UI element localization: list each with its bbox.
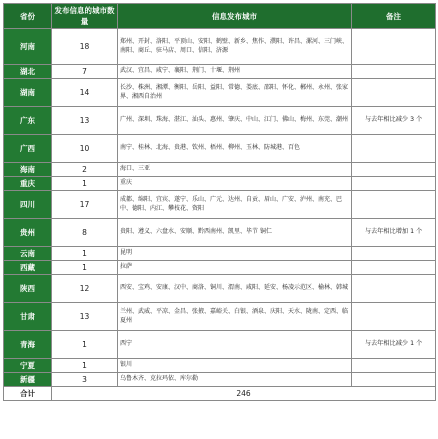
header-province: 省份 — [4, 4, 52, 29]
note-cell — [352, 261, 436, 275]
city-count-cell: 14 — [52, 79, 118, 107]
cities-cell: 拉萨 — [118, 261, 352, 275]
table-row — [4, 163, 436, 177]
note-cell — [352, 163, 436, 177]
cities-cell: 成都、绵阳、宜宾、遂宁、乐山、广元、达州、自贡、眉山、广安、泸州、南充、巴中、德阳、内江、攀枝花、资阳 — [118, 191, 352, 219]
province-cell: 四川 — [4, 191, 52, 219]
province-cell: 新疆 — [4, 373, 52, 387]
note-cell: 与去年相比增加 1 个 — [352, 219, 436, 247]
city-info-table-container — [3, 3, 435, 435]
table-row — [4, 247, 436, 261]
table-body — [4, 29, 436, 401]
note-cell — [352, 65, 436, 79]
province-cell: 甘肃 — [4, 303, 52, 331]
cities-cell: 贵阳、遵义、六盘水、安顺、黔西南州、凯里、毕节 铜仁 — [118, 219, 352, 247]
note-cell — [352, 79, 436, 107]
province-cell: 青海 — [4, 331, 52, 359]
city-count-cell: 17 — [52, 191, 118, 219]
cities-cell: 重庆 — [118, 177, 352, 191]
cities-cell: 西宁 — [118, 331, 352, 359]
table-row — [4, 331, 436, 359]
note-cell: 与去年相比减少 3 个 — [352, 107, 436, 135]
cities-cell: 武汉、宜昌、咸宁、襄阳、荆门、十堰、荆州 — [118, 65, 352, 79]
cities-cell: 乌鲁木齐、克拉玛依、库尔勒 — [118, 373, 352, 387]
city-count-cell: 2 — [52, 163, 118, 177]
table-row — [4, 359, 436, 373]
city-count-cell: 1 — [52, 331, 118, 359]
cities-cell: 银川 — [118, 359, 352, 373]
note-cell — [352, 275, 436, 303]
city-count-cell: 1 — [52, 261, 118, 275]
header-count: 发布信息的城市数量 — [52, 4, 118, 29]
note-cell — [352, 191, 436, 219]
cities-cell: 长沙、株洲、湘潭、衡阳、岳阳、益阳、常德、娄底、邵阳、怀化、郴州、永州、张家界、湘西自治州 — [118, 79, 352, 107]
city-count-cell: 13 — [52, 107, 118, 135]
province-cell: 广西 — [4, 135, 52, 163]
city-count-cell: 1 — [52, 359, 118, 373]
note-cell — [352, 247, 436, 261]
city-count-cell: 1 — [52, 177, 118, 191]
province-cell: 云南 — [4, 247, 52, 261]
city-count-cell: 3 — [52, 373, 118, 387]
table-row — [4, 373, 436, 387]
table-row — [4, 107, 436, 135]
note-cell — [352, 359, 436, 373]
province-cell: 湖北 — [4, 65, 52, 79]
table-row — [4, 29, 436, 65]
note-cell — [352, 373, 436, 387]
table-row — [4, 79, 436, 107]
total-row — [4, 387, 436, 401]
city-count-cell: 7 — [52, 65, 118, 79]
cities-cell: 昆明 — [118, 247, 352, 261]
cities-cell: 兰州、武威、平凉、金昌、张掖、嘉峪关、白银、酒泉、庆阳、天水、陇南、定西、临夏州 — [118, 303, 352, 331]
total-label: 合计 — [4, 387, 52, 401]
table-row — [4, 275, 436, 303]
province-cell: 贵州 — [4, 219, 52, 247]
province-cell: 湖南 — [4, 79, 52, 107]
header-note: 备注 — [352, 4, 436, 29]
province-cell: 海南 — [4, 163, 52, 177]
note-cell — [352, 177, 436, 191]
city-count-cell: 12 — [52, 275, 118, 303]
table-header-row — [4, 4, 436, 29]
cities-cell: 广州、深圳、珠海、湛江、汕头、惠州、肇庆、中山、江门、佛山、梅州、东莞、潮州 — [118, 107, 352, 135]
city-count-cell: 13 — [52, 303, 118, 331]
header-cities: 信息发布城市 — [118, 4, 352, 29]
table-row — [4, 191, 436, 219]
table-row — [4, 219, 436, 247]
cities-cell: 郑州、开封、洛阳、平顶山、安阳、鹤壁、新乡、焦作、濮阳、许昌、漯河、三门峡、南阳、商丘、驻马店、周口、信阳、济源 — [118, 29, 352, 65]
province-cell: 河南 — [4, 29, 52, 65]
cities-cell: 南宁、桂林、北海、贵港、钦州、梧州、柳州、玉林、防城港、百色 — [118, 135, 352, 163]
province-cell: 陕西 — [4, 275, 52, 303]
table-row — [4, 261, 436, 275]
table-row — [4, 303, 436, 331]
table-row — [4, 135, 436, 163]
province-cell: 西藏 — [4, 261, 52, 275]
table-row — [4, 65, 436, 79]
city-count-cell: 1 — [52, 247, 118, 261]
note-cell: 与去年相比减少 1 个 — [352, 331, 436, 359]
city-count-cell: 18 — [52, 29, 118, 65]
note-cell — [352, 135, 436, 163]
city-info-table — [3, 3, 436, 401]
note-cell — [352, 29, 436, 65]
province-cell: 重庆 — [4, 177, 52, 191]
cities-cell: 西安、宝鸡、安康、汉中、商洛、铜川、渭南、咸阳、延安、杨凌示范区、榆林、韩城 — [118, 275, 352, 303]
city-count-cell: 10 — [52, 135, 118, 163]
total-value: 246 — [52, 387, 436, 401]
province-cell: 广东 — [4, 107, 52, 135]
province-cell: 宁夏 — [4, 359, 52, 373]
cities-cell: 海口、三亚 — [118, 163, 352, 177]
table-row — [4, 177, 436, 191]
note-cell — [352, 303, 436, 331]
city-count-cell: 8 — [52, 219, 118, 247]
